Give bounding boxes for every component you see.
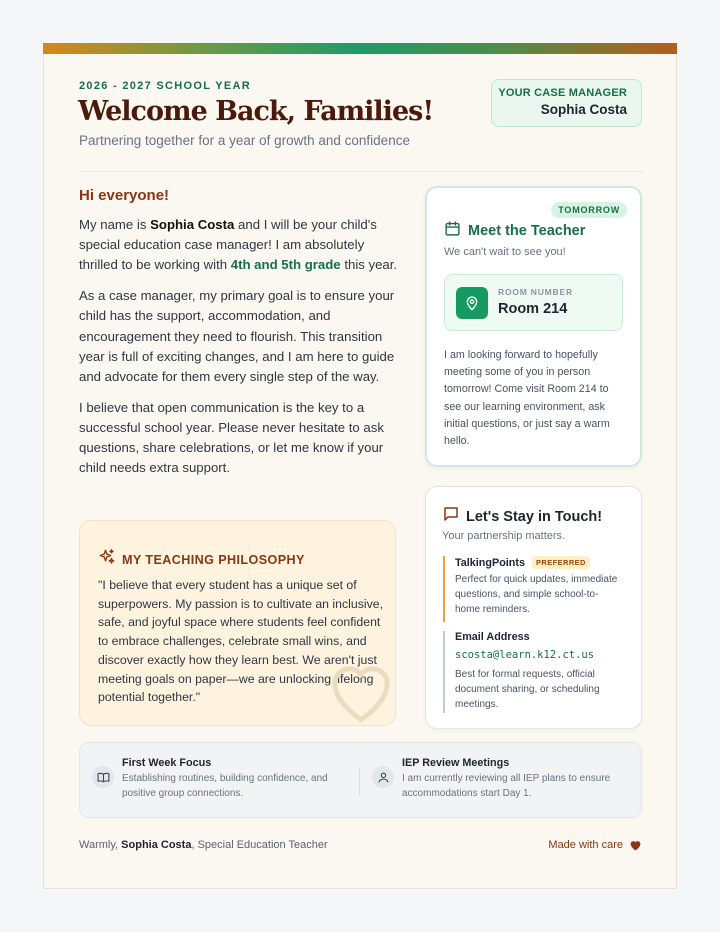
grade-highlight: 4th and 5th grade	[230, 257, 341, 273]
touch-title: Let's Stay in Touch!	[466, 508, 603, 525]
case-manager-name: Sophia Costa	[540, 102, 627, 117]
heart-icon	[629, 839, 642, 851]
person-icon	[372, 766, 394, 788]
method-description: Best for formal requests, official document sharing, or scheduling meetings.	[455, 669, 600, 710]
method-title: Email Address	[455, 631, 530, 643]
focus-title: IEP Review Meetings	[402, 757, 510, 769]
page-title: Welcome Back, Families!	[78, 96, 434, 127]
book-icon	[92, 766, 114, 788]
philosophy-title: MY TEACHING PHILOSOPHY	[122, 552, 305, 567]
chat-bubble-icon	[442, 505, 460, 528]
calendar-icon	[444, 220, 461, 242]
heart-decoration-icon	[321, 654, 396, 726]
philosophy-header	[98, 548, 305, 571]
school-year-label: 2026 - 2027 SCHOOL YEAR	[79, 80, 251, 92]
signature-prefix: Warmly,	[79, 839, 122, 851]
email-link[interactable]: scosta@learn.k12.ct.us	[455, 649, 595, 661]
focus-title: First Week Focus	[122, 757, 212, 769]
letter-body	[79, 215, 401, 489]
room-label: ROOM NUMBER	[498, 287, 573, 297]
map-pin-icon	[456, 287, 488, 319]
method-title	[455, 556, 623, 569]
meet-subtitle: We can't wait to see you!	[444, 246, 566, 258]
case-manager-badge	[491, 79, 642, 127]
greeting: Hi everyone!	[79, 187, 170, 204]
teacher-name-inline: Sophia Costa	[150, 217, 235, 232]
letter-text: this year.	[340, 257, 398, 273]
header-divider	[79, 171, 643, 172]
letter-paragraph-3: I believe that open communication is the key to a successful school year. Please never hesitate to ask questions, share celebrations, or let me know if your child needs extra support.	[79, 399, 384, 476]
signature-name: Sophia Costa	[121, 839, 192, 851]
letter-paragraph-2: As a case manager, my primary goal is to ensure your child has the support, accommodation, and encouragement they need to flourish. This transition year is full of exciting changes, and I am here to guide and advocate for them every single step of the way.	[79, 288, 395, 384]
contact-method-email	[443, 631, 623, 713]
signature-role: , Special Education Teacher	[191, 839, 328, 851]
focus-divider	[359, 767, 360, 795]
iep-review-meetings	[372, 757, 624, 801]
focus-strip	[79, 742, 642, 818]
focus-text: I am currently reviewing all IEP plans to ensure accommodations start Day 1.	[402, 773, 611, 799]
room-number-box	[444, 274, 623, 331]
contact-method-talkingpoints	[443, 556, 623, 622]
meet-title: Meet the Teacher	[468, 223, 586, 239]
gradient-top-bar	[43, 43, 677, 54]
letter-text: and I will be your child's special education case manager! I am absolutely thrilled to be working with	[79, 217, 377, 273]
meet-header	[444, 220, 585, 242]
touch-subtitle: Your partnership matters.	[442, 530, 566, 542]
method-description: Perfect for quick updates, immediate questions, and simple school-to-home reminders.	[455, 574, 618, 615]
made-with-care	[548, 839, 642, 851]
signature	[79, 839, 328, 851]
sparkle-icon	[98, 548, 116, 571]
newsletter-page	[43, 43, 677, 889]
stay-in-touch-card	[425, 486, 642, 729]
letter-paragraph-1	[79, 215, 401, 276]
philosophy-quote: "I believe that every student has a unique set of superpowers. My passion is to cultivate an inclusive, safe, and joyful space where students feel confident to embrace challenges, celebrate small wins, and discover exactly how they learn best. We aren't just meeting goals on paper—we are unlocking lifelong potential together."	[98, 578, 384, 705]
page-subtitle: Partnering together for a year of growth and confidence	[79, 133, 410, 148]
meet-the-teacher-card	[425, 186, 642, 467]
touch-header	[442, 505, 602, 528]
case-manager-label: YOUR CASE MANAGER	[498, 87, 627, 99]
meet-description: I am looking forward to hopefully meeting some of you in person tomorrow! Come visit Room 214 to see our learning environment, ask initial questions, or just say a warm hello.	[444, 349, 610, 448]
talkingpoints-label: TalkingPoints	[455, 556, 525, 569]
tomorrow-badge: TOMORROW	[551, 202, 627, 218]
preferred-badge: PREFERRED	[532, 556, 590, 569]
made-with-care-text: Made with care	[548, 839, 623, 851]
room-value: Room 214	[498, 301, 568, 317]
first-week-focus	[92, 757, 344, 801]
letter-text: My name is	[79, 217, 151, 232]
teaching-philosophy-card	[79, 520, 396, 726]
focus-text: Establishing routines, building confidence, and positive group connections.	[122, 773, 328, 799]
